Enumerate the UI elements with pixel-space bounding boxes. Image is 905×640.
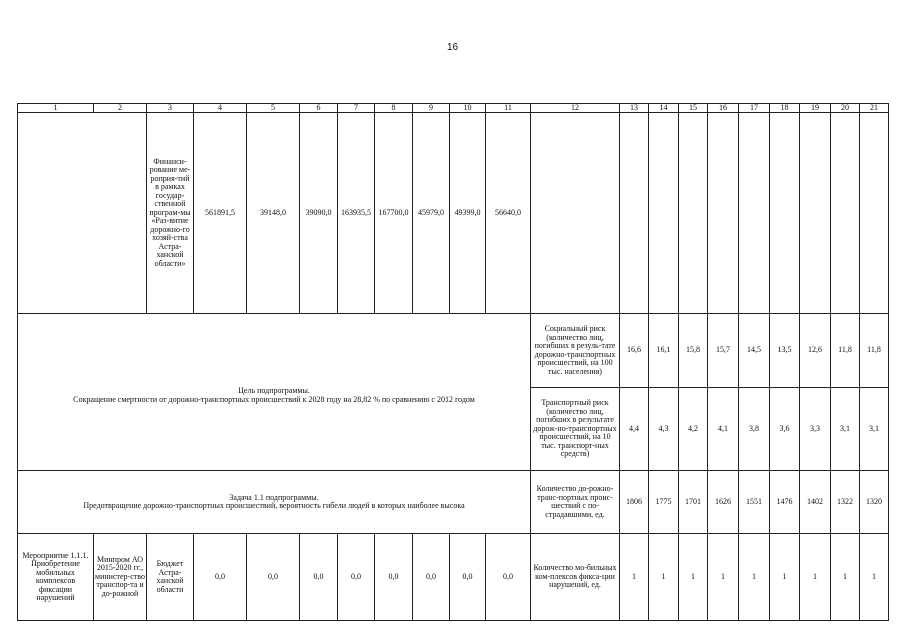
empty-cell bbox=[739, 113, 770, 314]
indicator-value: 1 bbox=[739, 534, 770, 621]
indicator-value: 1320 bbox=[860, 471, 889, 534]
goal-cell bbox=[18, 314, 531, 471]
indicator-value: 3,6 bbox=[770, 388, 800, 471]
indicator-value: 1 bbox=[679, 534, 708, 621]
col-header: 10 bbox=[450, 104, 486, 113]
indicator-value: 4,1 bbox=[708, 388, 739, 471]
empty-cell bbox=[800, 113, 831, 314]
indicator-value: 4,3 bbox=[649, 388, 679, 471]
col-header: 6 bbox=[300, 104, 338, 113]
indicator-value: 1701 bbox=[679, 471, 708, 534]
empty-cell bbox=[18, 113, 147, 314]
activity-value: 0,0 bbox=[375, 534, 413, 621]
indicator-value: 1 bbox=[800, 534, 831, 621]
indicator-value: 1 bbox=[649, 534, 679, 621]
indicator-value: 1626 bbox=[708, 471, 739, 534]
indicator-value: 1551 bbox=[739, 471, 770, 534]
activity-value: 0,0 bbox=[247, 534, 300, 621]
financing-value: 49399,0 bbox=[450, 113, 486, 314]
col-header: 18 bbox=[770, 104, 800, 113]
indicator-name: Транспортный риск (количество лиц, погибших в результате дорож-но-транспортных происшествий, на 10 тыс. транспорт-ных средств) bbox=[531, 388, 620, 471]
goal-row-social-risk bbox=[18, 314, 889, 388]
task-text: Предотвращение дорожно-транспортных происшествий, вероятность гибели людей в которых наиболее высока bbox=[83, 501, 465, 510]
indicator-value: 13,5 bbox=[770, 314, 800, 388]
indicator-value: 1322 bbox=[831, 471, 860, 534]
activity-executor: Минпром АО 2015-2020 гг., министер-ство транспор-та и до-рожной bbox=[94, 534, 147, 621]
indicator-value: 12,6 bbox=[800, 314, 831, 388]
indicator-value: 15,7 bbox=[708, 314, 739, 388]
indicator-value: 11,8 bbox=[860, 314, 889, 388]
col-header: 17 bbox=[739, 104, 770, 113]
col-header: 21 bbox=[860, 104, 889, 113]
col-header: 1 bbox=[18, 104, 94, 113]
indicator-value: 4,4 bbox=[620, 388, 649, 471]
indicator-value: 14,5 bbox=[739, 314, 770, 388]
indicator-value: 1775 bbox=[649, 471, 679, 534]
activity-value: 0,0 bbox=[486, 534, 531, 621]
financing-value: 163935,5 bbox=[338, 113, 375, 314]
activity-value: 0,0 bbox=[300, 534, 338, 621]
indicator-name: Социальный риск (количество лиц, погибших в резуль-тате дорожно-транспортных происшествий, на 100 тыс. населения) bbox=[531, 314, 620, 388]
task-cell bbox=[18, 471, 531, 534]
indicator-value: 16,6 bbox=[620, 314, 649, 388]
col-header: 8 bbox=[375, 104, 413, 113]
indicator-value: 15,8 bbox=[679, 314, 708, 388]
col-header: 16 bbox=[708, 104, 739, 113]
indicator-value: 3,1 bbox=[860, 388, 889, 471]
col-header: 9 bbox=[413, 104, 450, 113]
activity-value: 0,0 bbox=[194, 534, 247, 621]
financing-value: 56640,0 bbox=[486, 113, 531, 314]
indicator-value: 1476 bbox=[770, 471, 800, 534]
col-header: 19 bbox=[800, 104, 831, 113]
activity-value: 0,0 bbox=[413, 534, 450, 621]
financing-label: Финанси-рование ме-роприя-тий в рамках государ-ственной програм-мы «Раз-витие дорожно-го хозяй-ства Астра-ханской области» bbox=[147, 113, 194, 314]
col-header: 3 bbox=[147, 104, 194, 113]
indicator-value: 1 bbox=[620, 534, 649, 621]
indicator-value: 3,3 bbox=[800, 388, 831, 471]
col-header: 2 bbox=[94, 104, 147, 113]
indicator-value: 16,1 bbox=[649, 314, 679, 388]
empty-cell bbox=[831, 113, 860, 314]
indicator-value: 1 bbox=[831, 534, 860, 621]
empty-cell bbox=[860, 113, 889, 314]
indicator-value: 1 bbox=[860, 534, 889, 621]
empty-cell bbox=[531, 113, 620, 314]
col-header: 12 bbox=[531, 104, 620, 113]
indicator-value: 3,8 bbox=[739, 388, 770, 471]
goal-title: Цель подпрограммы. bbox=[238, 386, 310, 395]
header-row bbox=[18, 104, 889, 113]
indicator-value: 1 bbox=[770, 534, 800, 621]
financing-value: 45979,0 bbox=[413, 113, 450, 314]
goal-text: Сокращение смертности от дорожно-транспортных происшествий к 2028 году на 28,82 % по сравнению с 2012 годом bbox=[73, 394, 475, 404]
empty-cell bbox=[770, 113, 800, 314]
page-number: 16 bbox=[446, 42, 459, 53]
activity-value: 0,0 bbox=[450, 534, 486, 621]
col-header: 5 bbox=[247, 104, 300, 113]
financing-value: 167700,0 bbox=[375, 113, 413, 314]
activity-row bbox=[18, 534, 889, 621]
col-header: 14 bbox=[649, 104, 679, 113]
empty-cell bbox=[649, 113, 679, 314]
financing-value: 39148,0 bbox=[247, 113, 300, 314]
indicator-name: Количество мо-бильных ком-плексов фикса-ции нарушений, ед. bbox=[531, 534, 620, 621]
program-table bbox=[17, 103, 889, 621]
col-header: 4 bbox=[194, 104, 247, 113]
indicator-value: 4,2 bbox=[679, 388, 708, 471]
col-header: 7 bbox=[338, 104, 375, 113]
indicator-value: 1 bbox=[708, 534, 739, 621]
financing-value: 561891,5 bbox=[194, 113, 247, 314]
indicator-value: 3,1 bbox=[831, 388, 860, 471]
financing-row bbox=[18, 113, 889, 314]
col-header: 13 bbox=[620, 104, 649, 113]
financing-value: 39090,0 bbox=[300, 113, 338, 314]
indicator-value: 1402 bbox=[800, 471, 831, 534]
empty-cell bbox=[679, 113, 708, 314]
col-header: 15 bbox=[679, 104, 708, 113]
activity-name: Мероприятие 1.1.1. Приобретение мобильных комплексов фиксации нарушений bbox=[18, 534, 94, 621]
col-header: 20 bbox=[831, 104, 860, 113]
activity-value: 0,0 bbox=[338, 534, 375, 621]
task-title: Задача 1.1 подпрограммы. bbox=[229, 492, 319, 502]
col-header: 11 bbox=[486, 104, 531, 113]
indicator-value: 1806 bbox=[620, 471, 649, 534]
empty-cell bbox=[708, 113, 739, 314]
empty-cell bbox=[620, 113, 649, 314]
activity-funding-source: Бюджет Астра-ханской области bbox=[147, 534, 194, 621]
indicator-value: 11,8 bbox=[831, 314, 860, 388]
task-row bbox=[18, 471, 889, 534]
indicator-name: Количество до-рожно-транс-портных проис-шествий с по-страдавшими, ед. bbox=[531, 471, 620, 534]
